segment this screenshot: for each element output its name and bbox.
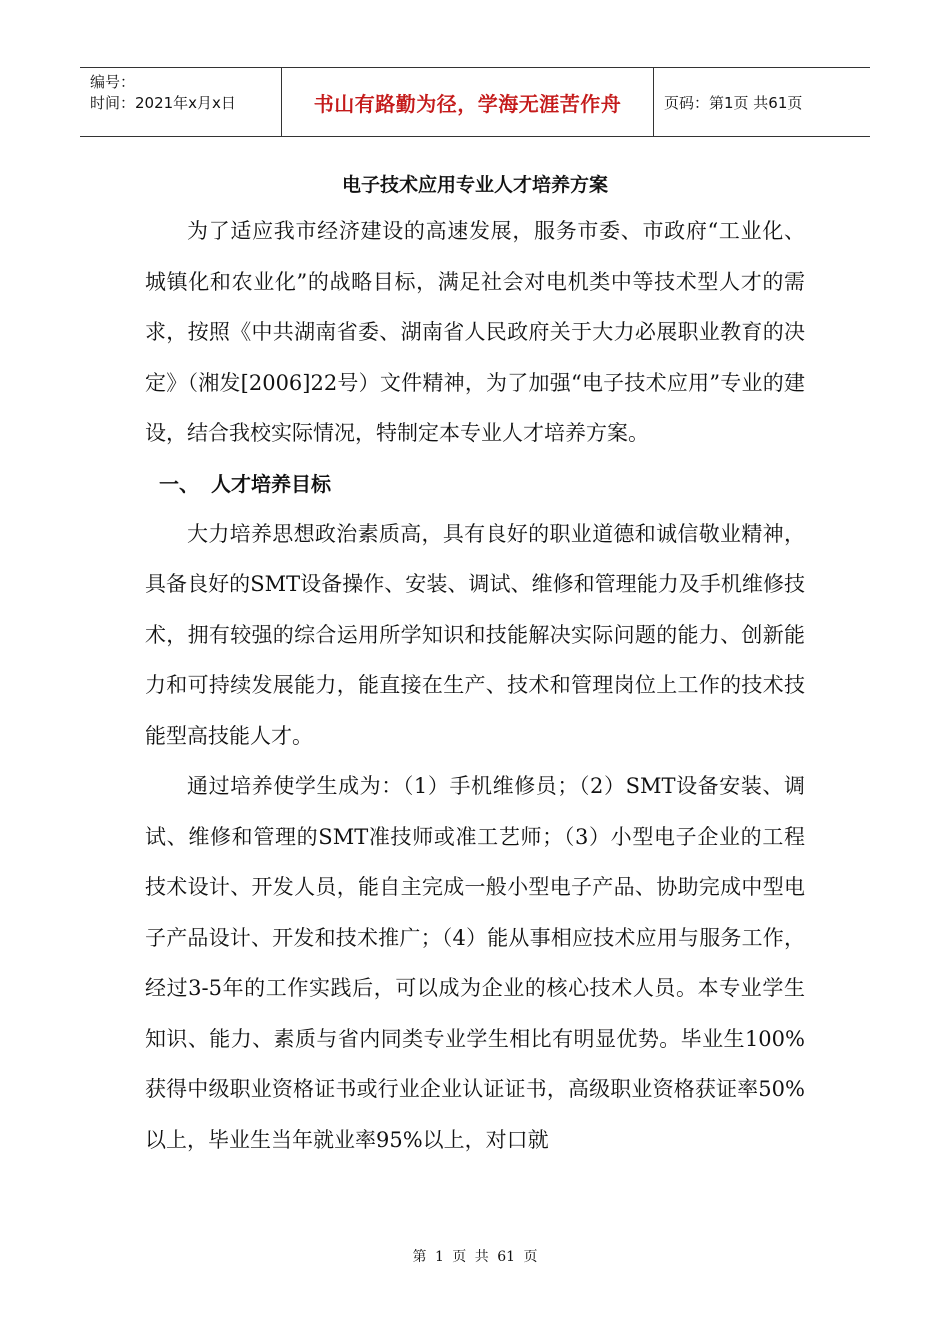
number-label: 编号：	[90, 73, 136, 91]
header-meta-cell	[80, 68, 282, 136]
header-table	[80, 67, 870, 137]
document-body	[145, 168, 805, 1165]
section-heading	[145, 461, 805, 507]
goal-paragraph: 大力培养思想政治素质高，具有良好的职业道德和诚信敬业精神，具备良好的SMT设备操作、安装、调试、维修和管理能力及手机维修技术，拥有较强的综合运用所学知识和技能解决实际问题的能力、创新能力和可持续发展能力，能直接在生产、技术和管理岗位上工作的技术技能型高技能人才。	[145, 521, 805, 748]
header-motto-cell	[282, 68, 654, 136]
header-page-cell	[654, 68, 870, 136]
motto-text: 书山有路勤为径，学海无涯苦作舟	[313, 91, 622, 116]
time-label: 时间：2021年x月x日	[90, 94, 236, 112]
intro-paragraph: 为了适应我市经济建设的高速发展，服务市委、市政府“工业化、城镇化和农业化”的战略目标，满足社会对电机类中等技术型人才的需求，按照《中共湖南省委、湖南省人民政府关于大力必展职业教育的决定》（湘发[2006]22号）文件精神，为了加强“电子技术应用”专业的建设，结合我校实际情况，特制定本专业人才培养方案。	[145, 219, 805, 445]
section-title: 人才培养目标	[211, 471, 331, 496]
outcome-paragraph: 通过培养使学生成为：（1）手机维修员；（2）SMT设备安装、调试、维修和管理的SMT准技师或准工艺师；（3）小型电子企业的工程技术设计、开发人员，能自主完成一般小型电子产品、协助完成中型电子产品设计、开发和技术推广；（4）能从事相应技术应用与服务工作，经过3-5年的工作实践后，可以成为企业的核心技术人员。本专业学生知识、能力、素质与省内同类专业学生相比有明显优势。毕业生100%获得中级职业资格证书或行业企业认证证书，高级职业资格获证率50%以上，毕业生当年就业率95%以上，对口就	[145, 774, 805, 1152]
section-number: 一、	[159, 471, 199, 496]
page-footer	[0, 1246, 950, 1266]
page-info: 页码：第1页 共61页	[664, 93, 803, 112]
document-title: 电子技术应用专业人才培养方案	[341, 174, 608, 196]
footer-page-number: 第 1 页 共 61 页	[412, 1249, 538, 1265]
